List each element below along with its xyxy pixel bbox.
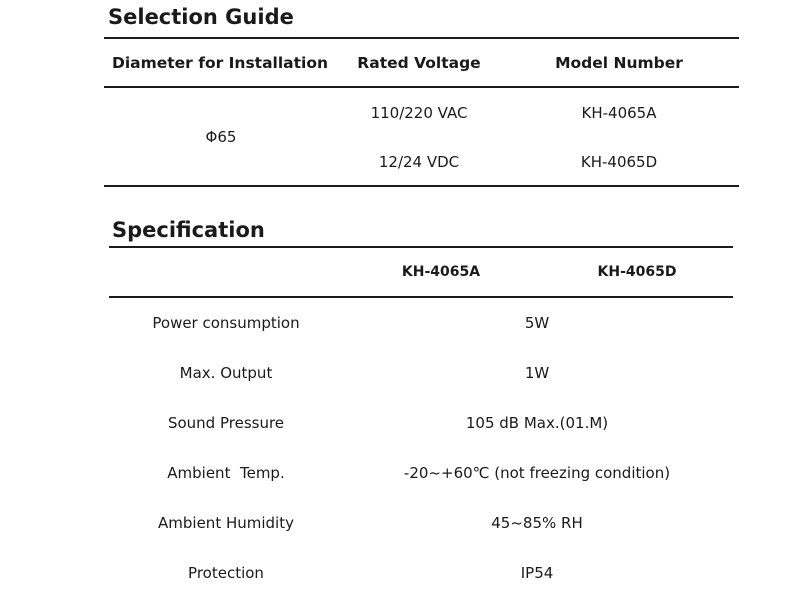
spec-label-ambient-temp: Ambient Temp. <box>167 464 285 482</box>
header-rated-voltage: Rated Voltage <box>357 54 481 72</box>
spec-label-ambient-humidity: Ambient Humidity <box>158 514 294 532</box>
specification-top-rule <box>109 246 733 248</box>
selection-guide-top-rule <box>104 37 739 39</box>
spec-label-protection: Protection <box>188 564 264 582</box>
specification-header-rule <box>109 296 733 298</box>
spec-value-power: 5W <box>524 314 550 332</box>
spec-header-model-a: KH-4065A <box>401 264 481 280</box>
spec-label-sound-pressure: Sound Pressure <box>167 414 285 432</box>
spec-value-sound-pressure: 105 dB Max.(01.M) <box>465 414 609 432</box>
spec-value-ambient-temp: -20~+60℃ (not freezing condition) <box>403 464 671 482</box>
specification-title: Specification <box>112 218 265 242</box>
diameter-value: Φ65 <box>205 128 237 146</box>
voltage-row-1: 110/220 VAC <box>370 104 468 122</box>
model-row-1: KH-4065A <box>581 104 657 122</box>
selection-guide-title: Selection Guide <box>108 5 294 29</box>
selection-guide-header-rule <box>104 86 739 88</box>
header-diameter: Diameter for Installation <box>111 54 329 72</box>
spec-header-model-d: KH-4065D <box>597 264 677 280</box>
model-row-2: KH-4065D <box>580 153 658 171</box>
voltage-row-2: 12/24 VDC <box>378 153 460 171</box>
spec-value-max-output: 1W <box>524 364 550 382</box>
header-model-number: Model Number <box>555 54 683 72</box>
spec-value-protection: IP54 <box>520 564 554 582</box>
selection-guide-bottom-rule <box>104 185 739 187</box>
spec-value-ambient-humidity: 45~85% RH <box>491 514 583 532</box>
spec-label-max-output: Max. Output <box>179 364 273 382</box>
spec-label-power: Power consumption <box>152 314 300 332</box>
